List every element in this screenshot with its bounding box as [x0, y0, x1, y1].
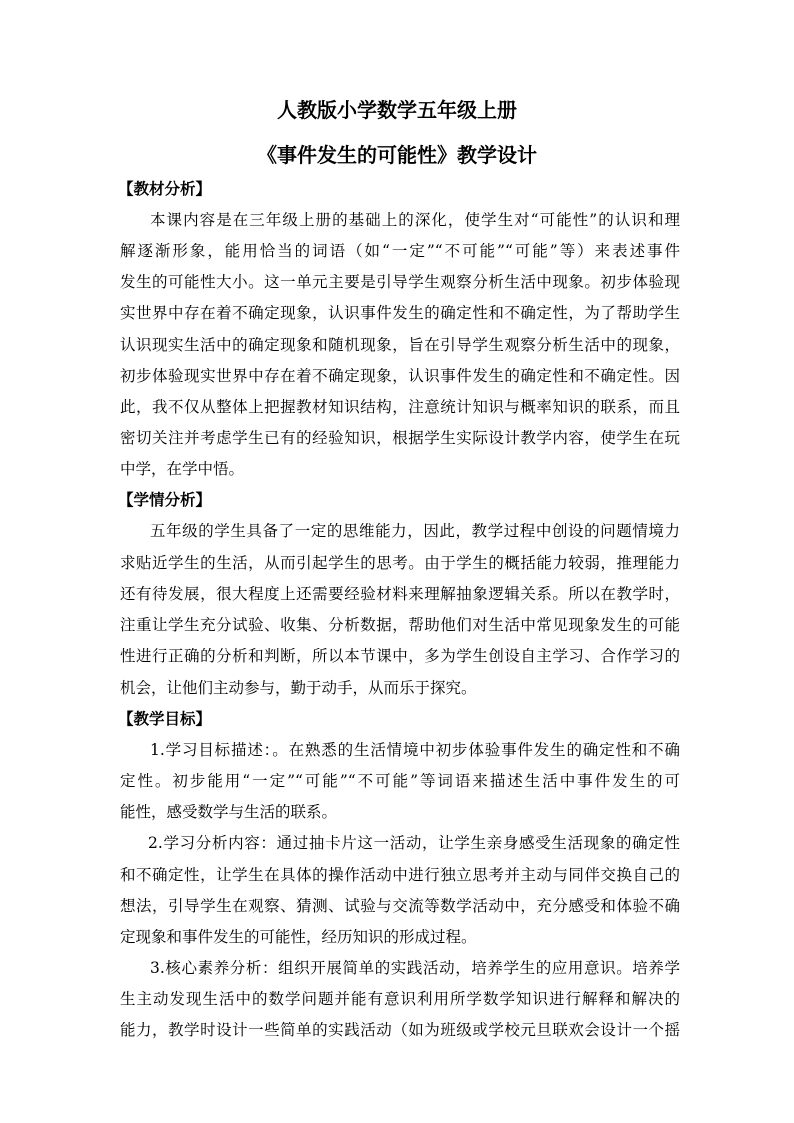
paragraph-line: 认识现实生活中的确定现象和随机现象，旨在引导学生观察分析生活中的现象，	[120, 336, 680, 354]
paragraph-line: 机会，让他们主动参与，勤于动手，从而乐于探究。	[120, 679, 477, 697]
paragraph-line: 本课内容是在三年级上册的基础上的深化，使学生对“可能性”的认识和理	[150, 211, 680, 229]
paragraph-line: 2.学习分析内容：通过抽卡片这一活动，让学生亲身感受生活现象的确定性	[148, 834, 680, 852]
paragraph-line: 初步体验现实世界中存在着不确定现象，认识事件发生的确定性和不确定性。因	[120, 367, 680, 385]
paragraph-line: 能性，感受数学与生活的联系。	[120, 803, 338, 821]
paragraph-line: 还有待发展，很大程度上还需要经验材料来理解抽象逻辑关系。所以在教学时，	[120, 585, 680, 603]
paragraph-line: 性进行正确的分析和判断，所以本节课中，多为学生创设自主学习、合作学习的	[120, 647, 680, 665]
paragraph-line: 求贴近学生的生活，从而引起学生的思考。由于学生的概括能力较弱，推理能力	[120, 554, 680, 572]
section-heading-textbook-analysis: 【教材分析】	[118, 180, 212, 198]
paragraph-line: 1.学习目标描述：。在熟悉的生活情境中初步体验事件发生的确定性和不确	[150, 741, 680, 759]
paragraph-line: 解逐渐形象，能用恰当的词语（如“一定”“不可能”“可能”等）来表述事件	[120, 242, 680, 260]
paragraph-line: 定现象和事件发生的可能性，经历知识的形成过程。	[120, 928, 477, 946]
paragraph-line: 注重让学生充分试验、收集、分析数据，帮助他们对生活中常见现象发生的可能	[120, 616, 680, 634]
section-heading-teaching-goals: 【教学目标】	[118, 710, 212, 728]
document-subtitle: 《事件发生的可能性》教学设计	[257, 143, 537, 167]
paragraph-line: 发生的可能性大小。这一单元主要是引导学生观察分析生活中现象。初步体验现	[120, 273, 680, 291]
paragraph-line: 五年级的学生具备了一定的思维能力，因此，教学过程中创设的问题情境力	[150, 522, 680, 540]
paragraph-line: 密切关注并考虑学生已有的经验知识，根据学生实际设计教学内容，使学生在玩	[120, 429, 680, 447]
paragraph-line: 此，我不仅从整体上把握教材知识结构，注意统计知识与概率知识的联系，而且	[120, 398, 680, 416]
paragraph-line: 3.核心素养分析：组织开展简单的实践活动，培养学生的应用意识。培养学	[150, 959, 680, 977]
paragraph-line: 实世界中存在着不确定现象，认识事件发生的确定性和不确定性，为了帮助学生	[120, 304, 680, 322]
document-title: 人教版小学数学五年级上册	[277, 98, 517, 122]
paragraph-line: 能力，教学时设计一些简单的实践活动（如为班级或学校元旦联欢会设计一个摇	[120, 1021, 680, 1039]
paragraph-line: 想法，引导学生在观察、猜测、试验与交流等数学活动中，充分感受和体验不确	[120, 897, 680, 915]
paragraph-line: 生主动发现生活中的数学问题并能有意识利用所学数学知识进行解释和解决的	[120, 990, 680, 1008]
section-heading-student-analysis: 【学情分析】	[118, 491, 212, 509]
paragraph-line: 中学，在学中悟。	[120, 460, 245, 478]
paragraph-line: 和不确定性，让学生在具体的操作活动中进行独立思考并主动与同伴交换自己的	[120, 866, 680, 884]
paragraph-line: 定性。初步能用“一定”“可能”“不可能”等词语来描述生活中事件发生的可	[120, 772, 680, 790]
